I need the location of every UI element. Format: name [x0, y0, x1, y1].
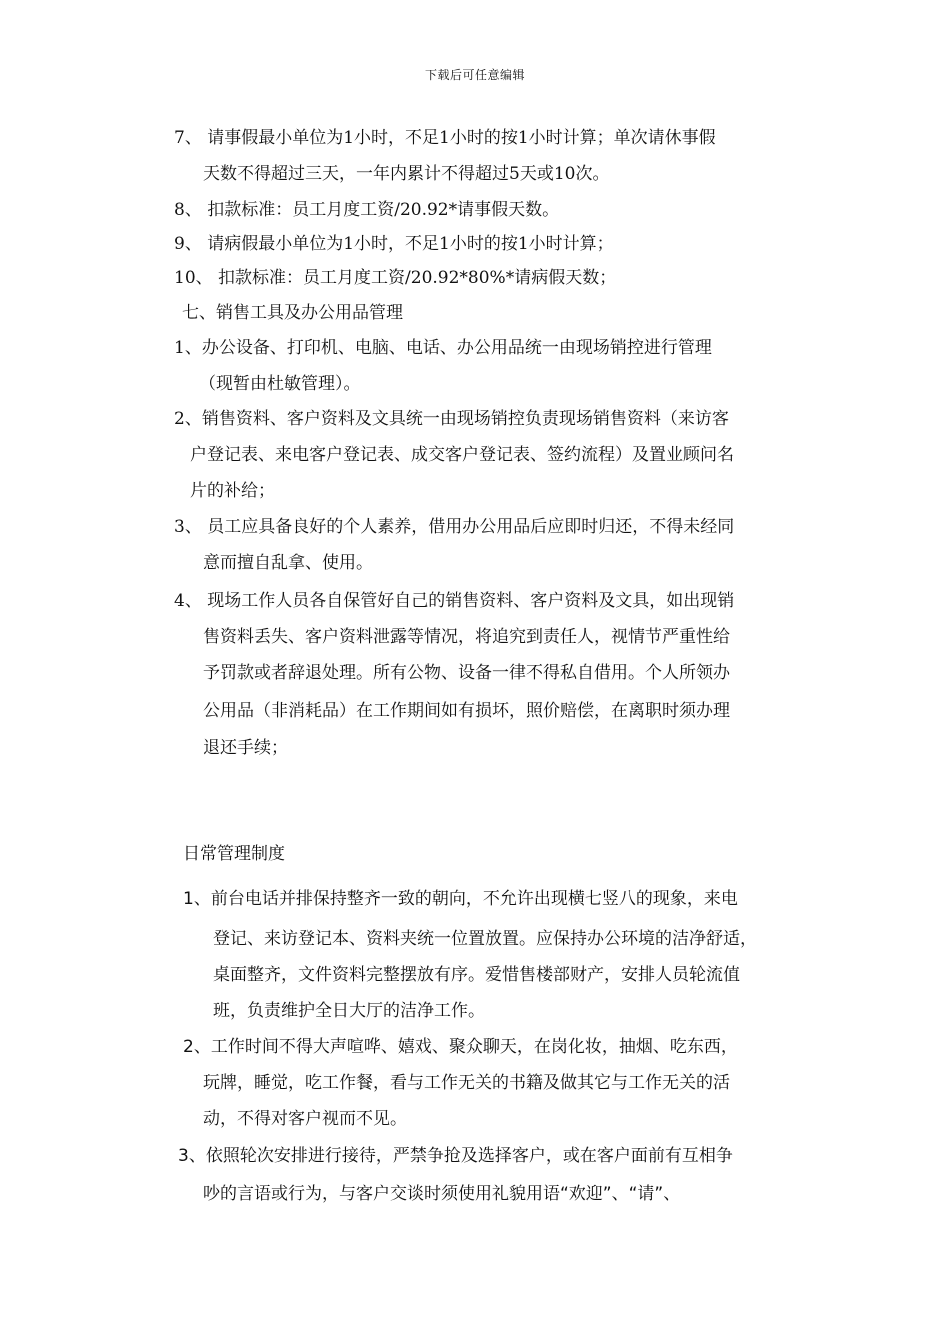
- text-line: 1、办公设备、打印机、电脑、电话、办公用品统一由现场销控进行管理: [174, 338, 712, 358]
- text-line: 退还手续；: [203, 738, 288, 758]
- text-line: 2、销售资料、客户资料及文具统一由现场销控负责现场销售资料（来访客: [174, 409, 729, 429]
- text-line: 3、依照轮次安排进行接待，严禁争抢及选择客户，或在客户面前有互相争: [178, 1146, 733, 1166]
- section-heading: 七、销售工具及办公用品管理: [182, 303, 403, 323]
- text-line: 7、 请事假最小单位为1小时，不足1小时的按1小时计算；单次请休事假: [174, 128, 716, 148]
- text-line: 售资料丢失、客户资料泄露等情况，将追究到责任人，视情节严重性给: [203, 627, 730, 647]
- page-header: 下载后可任意编辑: [424, 68, 525, 82]
- text-line: 片的补给；: [190, 481, 275, 501]
- text-line: 4、 现场工作人员各自保管好自己的销售资料、客户资料及文具，如出现销: [174, 591, 735, 611]
- text-line: 8、 扣款标准：员工月度工资/20.92*请事假天数。: [174, 200, 560, 220]
- text-line: 班，负责维护全日大厅的洁净工作。: [213, 1001, 485, 1021]
- text-line: 1、前台电话并排保持整齐一致的朝向，不允许出现横七竖八的现象，来电: [183, 889, 738, 909]
- text-line: 意而擅自乱拿、使用。: [203, 553, 373, 573]
- text-line: 公用品（非消耗品）在工作期间如有损坏，照价赔偿，在离职时须办理: [203, 701, 730, 721]
- text-line: 9、 请病假最小单位为1小时，不足1小时的按1小时计算；: [174, 234, 614, 254]
- text-line: 吵的言语或行为，与客户交谈时须使用礼貌用语“欢迎”、“请”、: [203, 1184, 681, 1204]
- text-line: 3、 员工应具备良好的个人素养，借用办公用品后应即时归还，不得未经同: [174, 517, 735, 537]
- text-line: 天数不得超过三天，一年内累计不得超过5天或10次。: [203, 164, 610, 184]
- text-line: （现暂由杜敏管理）。: [199, 374, 361, 394]
- text-line: 登记、来访登记本、资料夹统一位置放置。应保持办公环境的洁净舒适，: [213, 929, 757, 949]
- section-heading: 日常管理制度: [183, 844, 285, 864]
- text-line: 动，不得对客户视而不见。: [203, 1109, 407, 1129]
- text-line: 予罚款或者辞退处理。所有公物、设备一律不得私自借用。个人所领办: [203, 663, 730, 683]
- text-line: 户登记表、来电客户登记表、成交客户登记表、签约流程）及置业顾问名: [190, 445, 734, 465]
- text-line: 2、工作时间不得大声喧哗、嬉戏、聚众聊天，在岗化妆，抽烟、吃东西，: [183, 1037, 738, 1057]
- text-line: 10、 扣款标准：员工月度工资/20.92*80%*请病假天数；: [174, 268, 617, 288]
- text-line: 桌面整齐，文件资料完整摆放有序。爱惜售楼部财产，安排人员轮流值: [213, 965, 740, 985]
- text-line: 玩牌，睡觉，吃工作餐，看与工作无关的书籍及做其它与工作无关的活: [203, 1073, 730, 1093]
